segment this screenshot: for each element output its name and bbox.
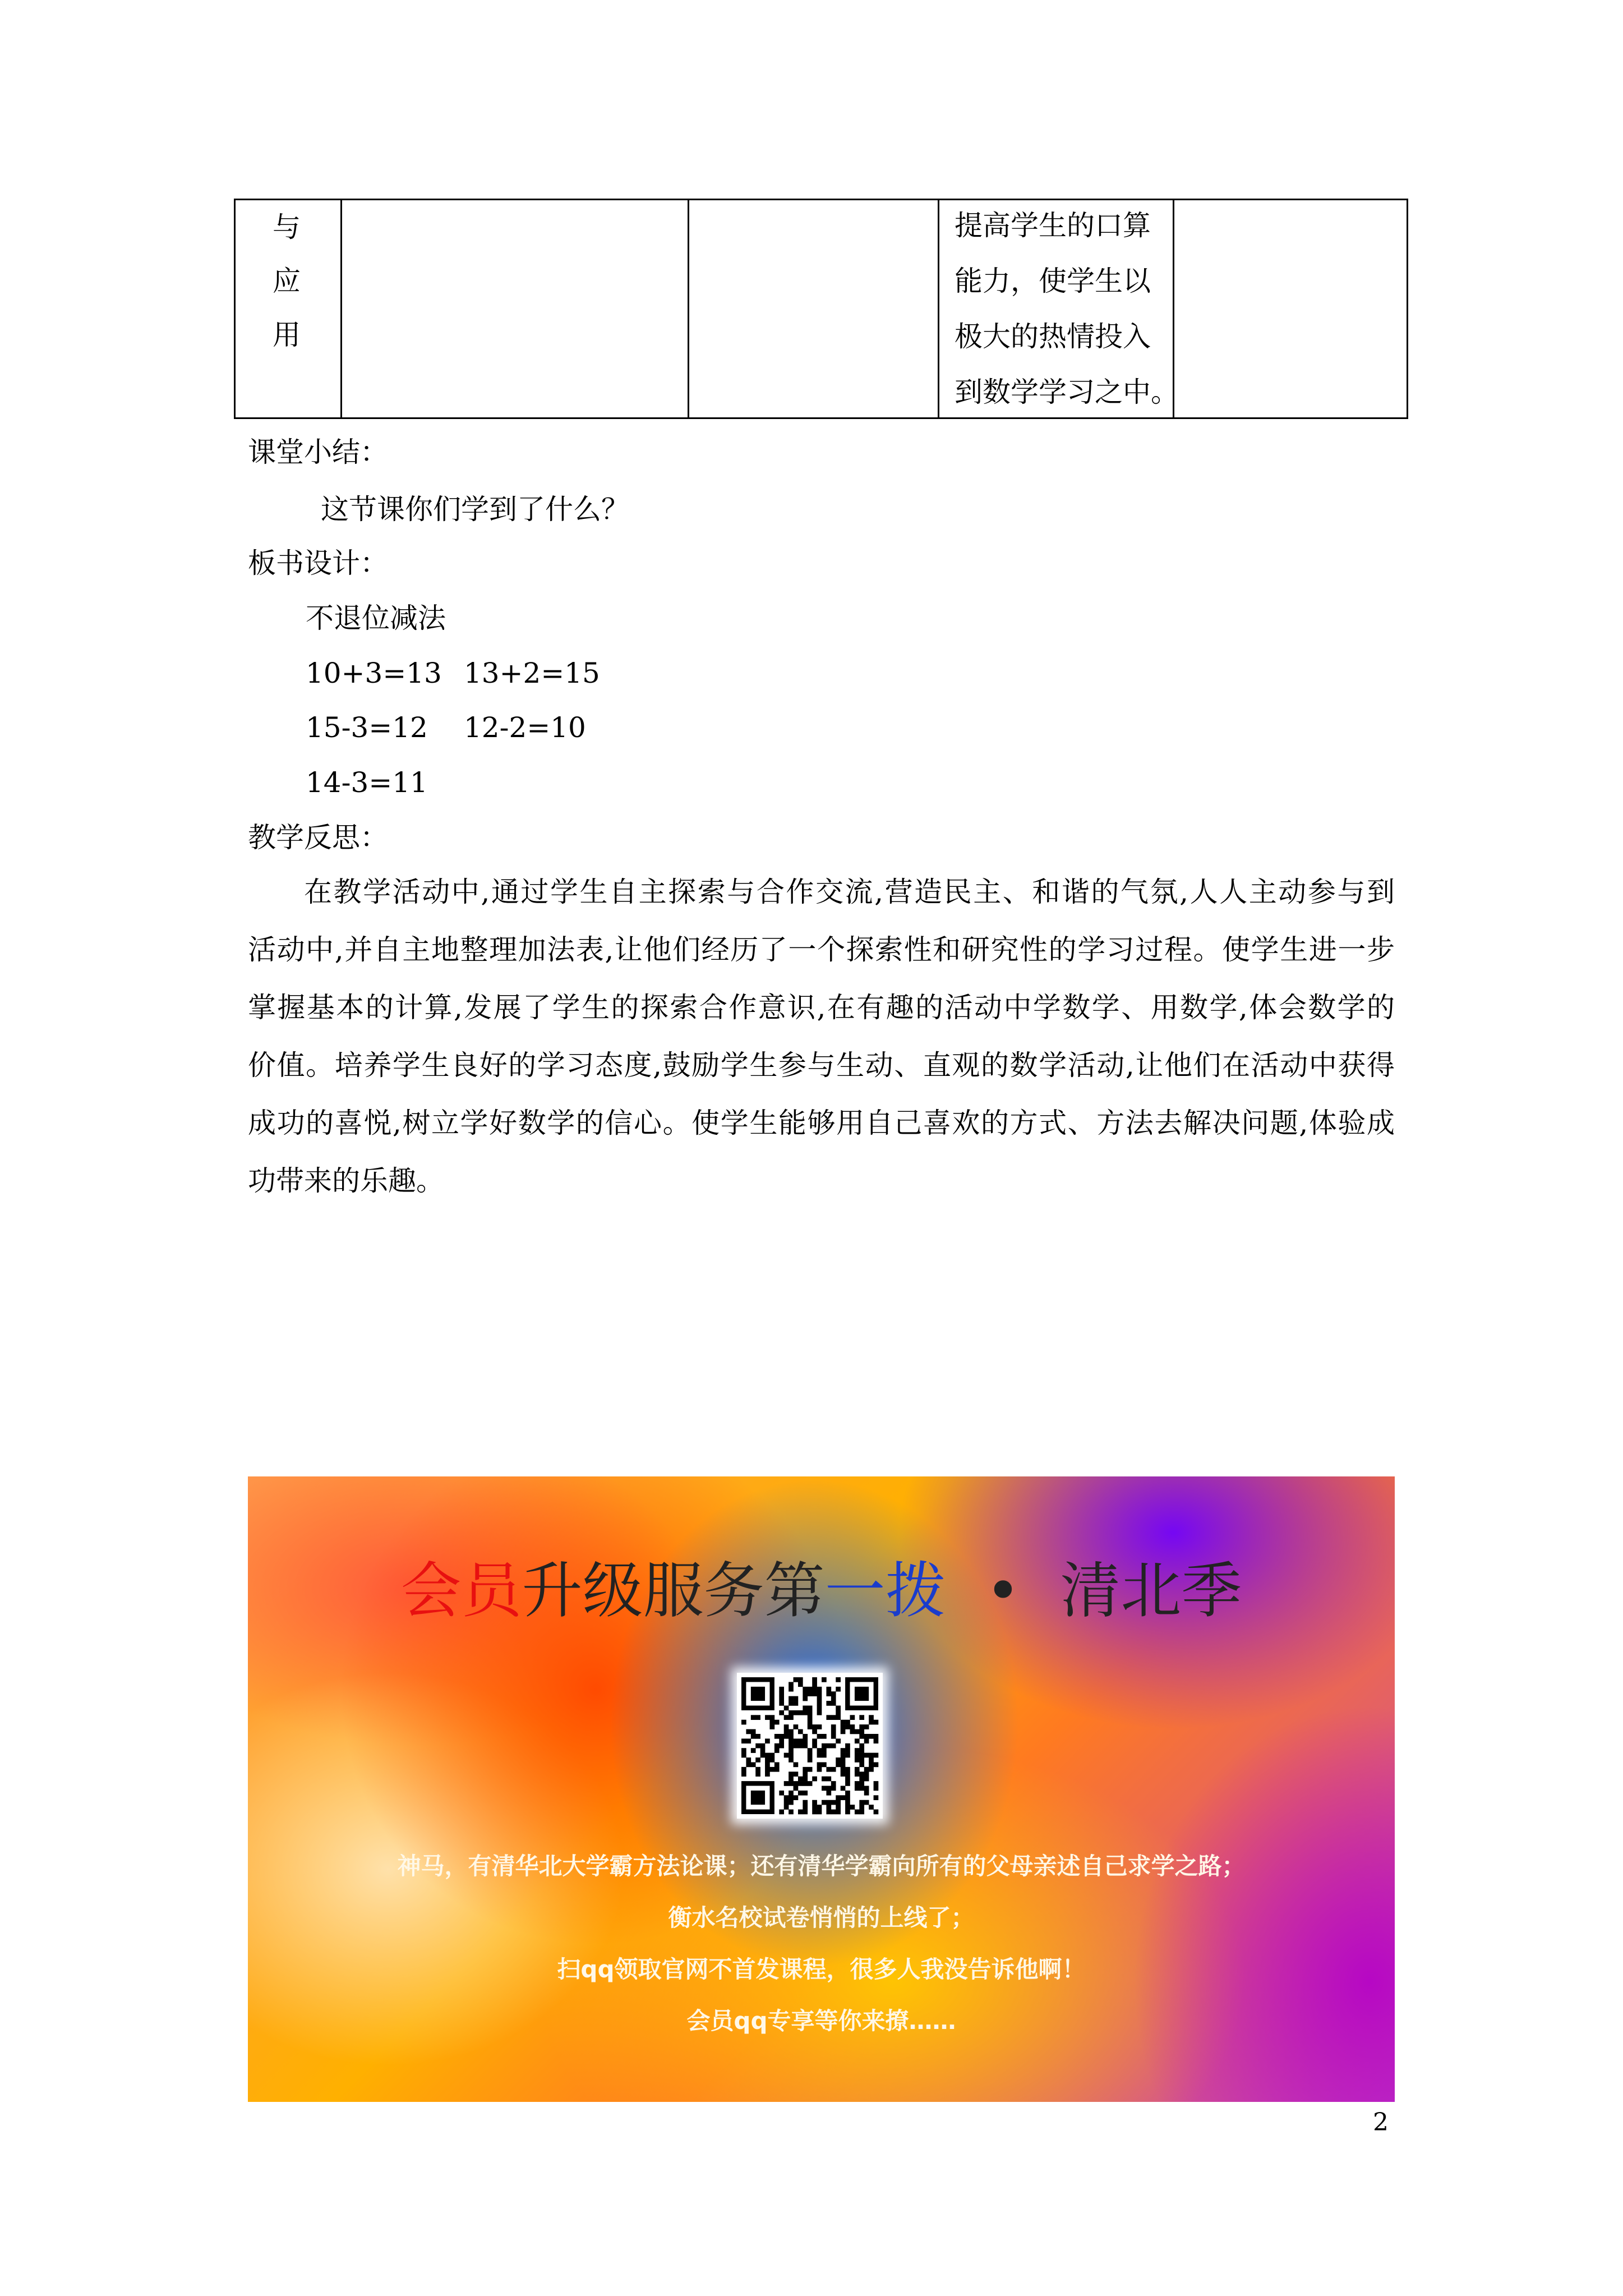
board-equation: 12-2=10: [464, 711, 586, 744]
paragraph-line: 价值。培养学生良好的学习态度,鼓励学生参与生动、直观的数学活动,让他们在活动中获得: [248, 1049, 1395, 1082]
paragraph-line: 活动中,并自主地整理加法表,让他们经历了一个探索性和研究性的学习过程。使学生进一步: [248, 933, 1395, 966]
promo-banner[interactable]: [248, 1476, 1395, 2102]
banner-line: 扫qq领取官网不首发课程，很多人我没告诉他啊！: [557, 1955, 1086, 1983]
qr-code-graphic: [737, 1673, 883, 1819]
board-equation: 10+3=13: [306, 657, 442, 689]
banner-line: 神马，有清华北大学霸方法论课；还有清华学霸向所有的父母亲述自己求学之路；: [397, 1852, 1246, 1880]
banner-title-blue: 一拨: [824, 1556, 946, 1626]
summary-question: 这节课你们学到了什么？: [321, 493, 629, 526]
paragraph-line: 功带来的乐趣。: [248, 1165, 444, 1197]
table-cell-stage: [273, 200, 301, 362]
cell-line: 极大的热情投入: [955, 320, 1151, 353]
cell-line: 到数学学习之中。: [955, 376, 1179, 408]
cell-char: 用: [273, 319, 301, 351]
cell-char: 与: [273, 211, 301, 243]
table-divider: [688, 200, 689, 417]
banner-line: 会员qq专享等你来撩……: [686, 2007, 956, 2035]
reflection-heading: 教学反思：: [248, 821, 388, 854]
board-equation: 15-3=12: [306, 711, 428, 744]
lesson-table: [234, 199, 1408, 419]
banner-title-dark: 升级服务第: [522, 1556, 825, 1626]
summary-heading: 课堂小结：: [248, 436, 388, 468]
paragraph-line: 在教学活动中,通过学生自主探索与合作交流,营造民主、和谐的气氛,人人主动参与到: [304, 876, 1395, 908]
board-equation: 14-3=11: [306, 766, 428, 799]
table-divider: [340, 200, 342, 417]
cell-line: 能力，使学生以: [955, 265, 1151, 297]
table-divider: [938, 200, 939, 417]
table-cell-intent: [955, 198, 1179, 420]
reflection-paragraph: [248, 875, 1395, 1222]
banner-text: [248, 1847, 1395, 2053]
banner-title: [248, 1555, 1395, 1628]
board-heading: 板书设计：: [248, 547, 388, 579]
banner-title-dot: •: [985, 1556, 1021, 1626]
paragraph-line: 掌握基本的计算,发展了学生的探索合作意识,在有趣的活动中学数学、用数学,体会数学的: [248, 991, 1395, 1024]
board-title: 不退位减法: [306, 602, 446, 634]
paragraph-line: 成功的喜悦,树立学好数学的信心。使学生能够用自己喜欢的方式、方法去解决问题,体验成: [248, 1107, 1395, 1139]
cell-char: 应: [273, 265, 301, 297]
banner-title-end: 清北季: [1060, 1556, 1242, 1626]
cell-line: 提高学生的口算: [955, 209, 1151, 242]
board-equation: 13+2=15: [464, 657, 600, 689]
page-number: 2: [1373, 2108, 1389, 2137]
qr-code[interactable]: [737, 1673, 883, 1819]
banner-line: 衡水名校试卷悄悄的上线了；: [668, 1904, 975, 1931]
banner-title-red: 会员: [400, 1556, 522, 1626]
